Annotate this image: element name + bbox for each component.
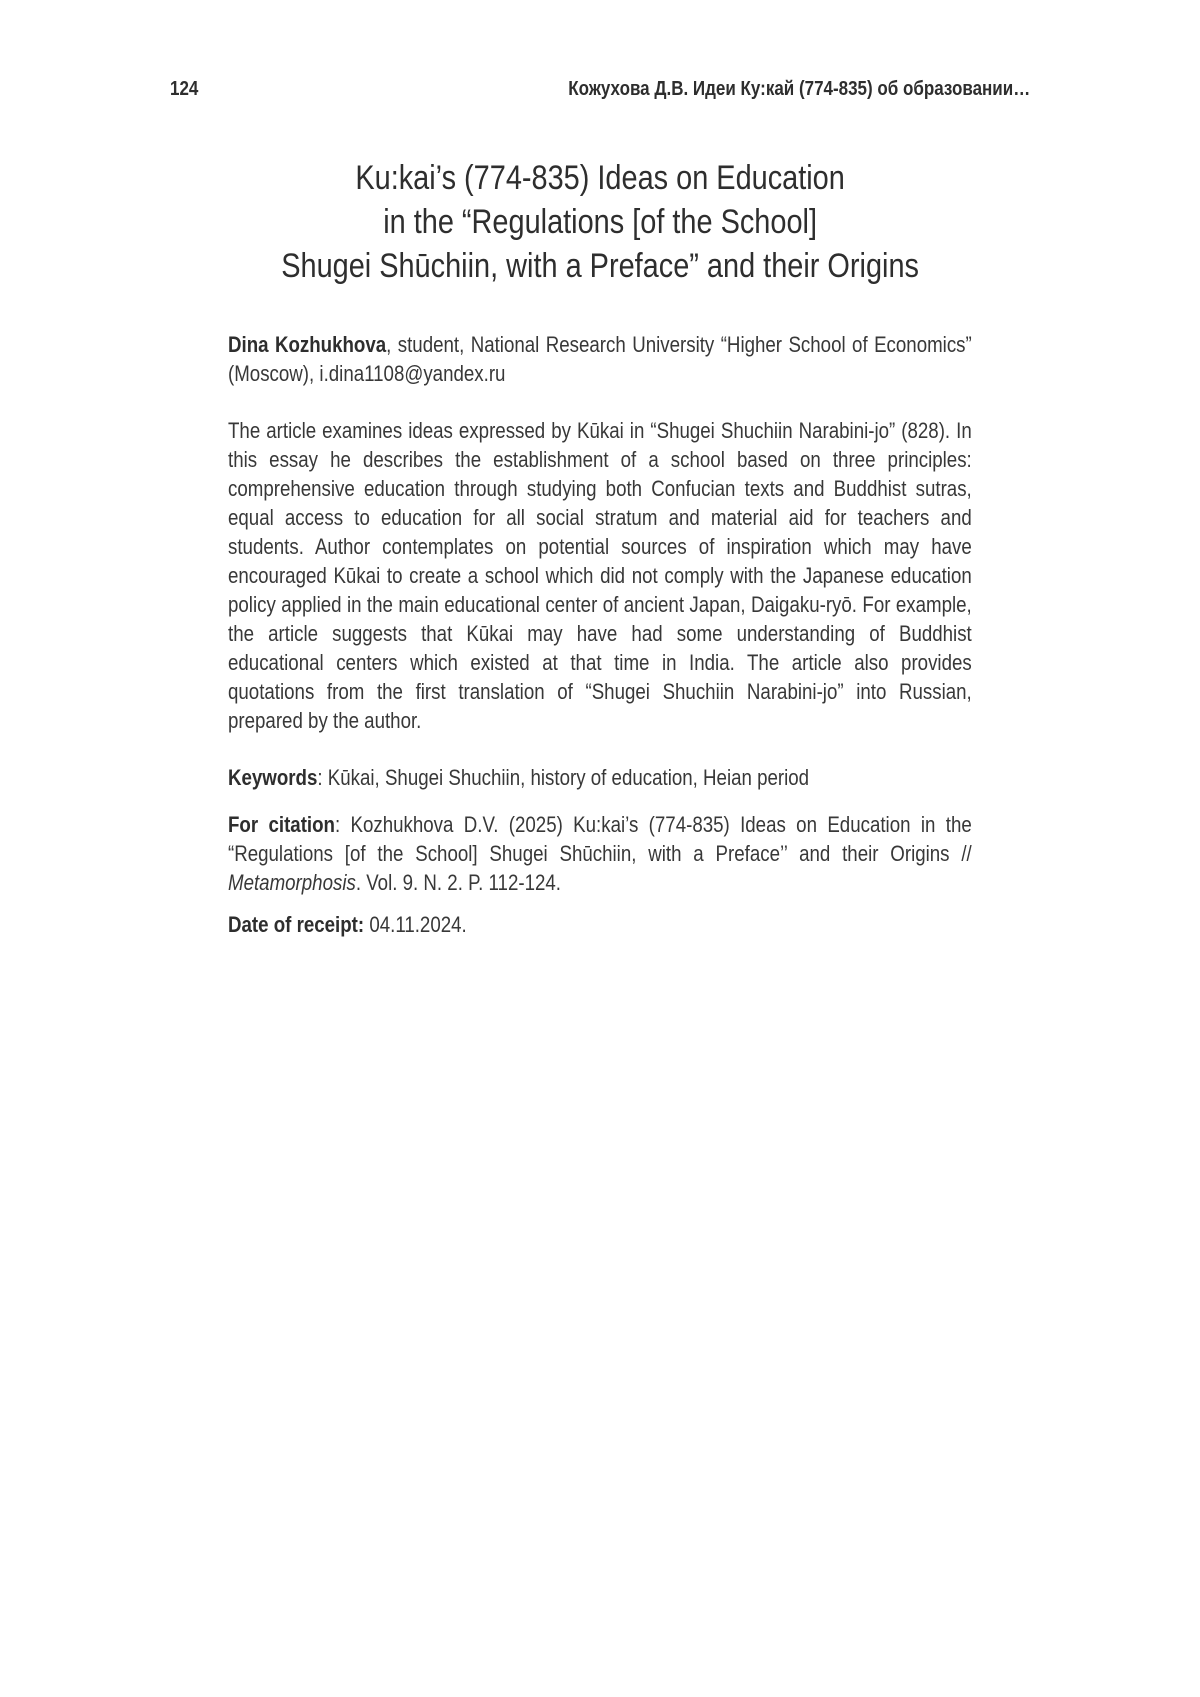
citation-block [228,810,972,897]
receipt-date: 04.11.2024. [364,912,467,937]
article-title [170,156,1030,288]
keywords-list: : Kūkai, Shugei Shuchiin, history of education, Heian period [317,765,810,790]
author-name: Dina Kozhukhova [228,332,387,357]
running-head: Кожухова Д.В. Идеи Ку:кай (774-835) об образовании… [568,78,1031,100]
title-line-3: Shugei Shūchiin, with a Preface” and their Origins [281,247,919,285]
abstract-text: The article examines ideas expressed by Kūkai in “Shugei Shuchiin Narabini-jo” (828). In this essay he describes the establishment of a school based on three principles: comprehensive education through studying both Confucian texts and Buddhist sutras, equal access to education for all social stratum and material aid for teachers and students. Author contemplates on potential sources of inspiration which may have encouraged Kūkai to create a school which did not comply with the Japanese education policy applied in the main educational center of ancient Japan, Daigaku-ryō. For example, the article suggests that Kūkai may have had some understanding of Buddhist educational centers which existed at that time in India. The article also provides quotations from the first translation of “Shugei Shuchiin Narabini-jo” into Russian, prepared by the author. [228,418,972,733]
author-block [228,330,972,388]
keywords-line [228,763,972,792]
page-number: 124 [170,78,199,100]
author-details: , student, National Research University “Higher School of Economics” (Moscow), i.dina1108@yandex.ru [228,332,972,386]
receipt-line [228,910,972,939]
citation-label: For citation [228,812,335,837]
citation-text-before: : Kozhukhova D.V. (2025) Ku:kai’s (774-835) Ideas on Education in the “Regulations [of the School] Shugei Shūchiin, with a Preface’’ and their Origins // [228,812,972,866]
keywords-label: Keywords [228,765,318,790]
page-frame [170,0,1030,1697]
citation-journal-name: Metamorphosis [228,870,356,895]
page-header [170,78,1030,101]
citation-text-after: . Vol. 9. N. 2. P. 112-124. [355,870,561,895]
article-front-matter [228,330,972,939]
title-line-2: in the “Regulations [of the School] [383,203,817,241]
receipt-label: Date of receipt: [228,912,365,937]
title-line-1: Ku:kai’s (774-835) Ideas on Education [355,159,845,197]
